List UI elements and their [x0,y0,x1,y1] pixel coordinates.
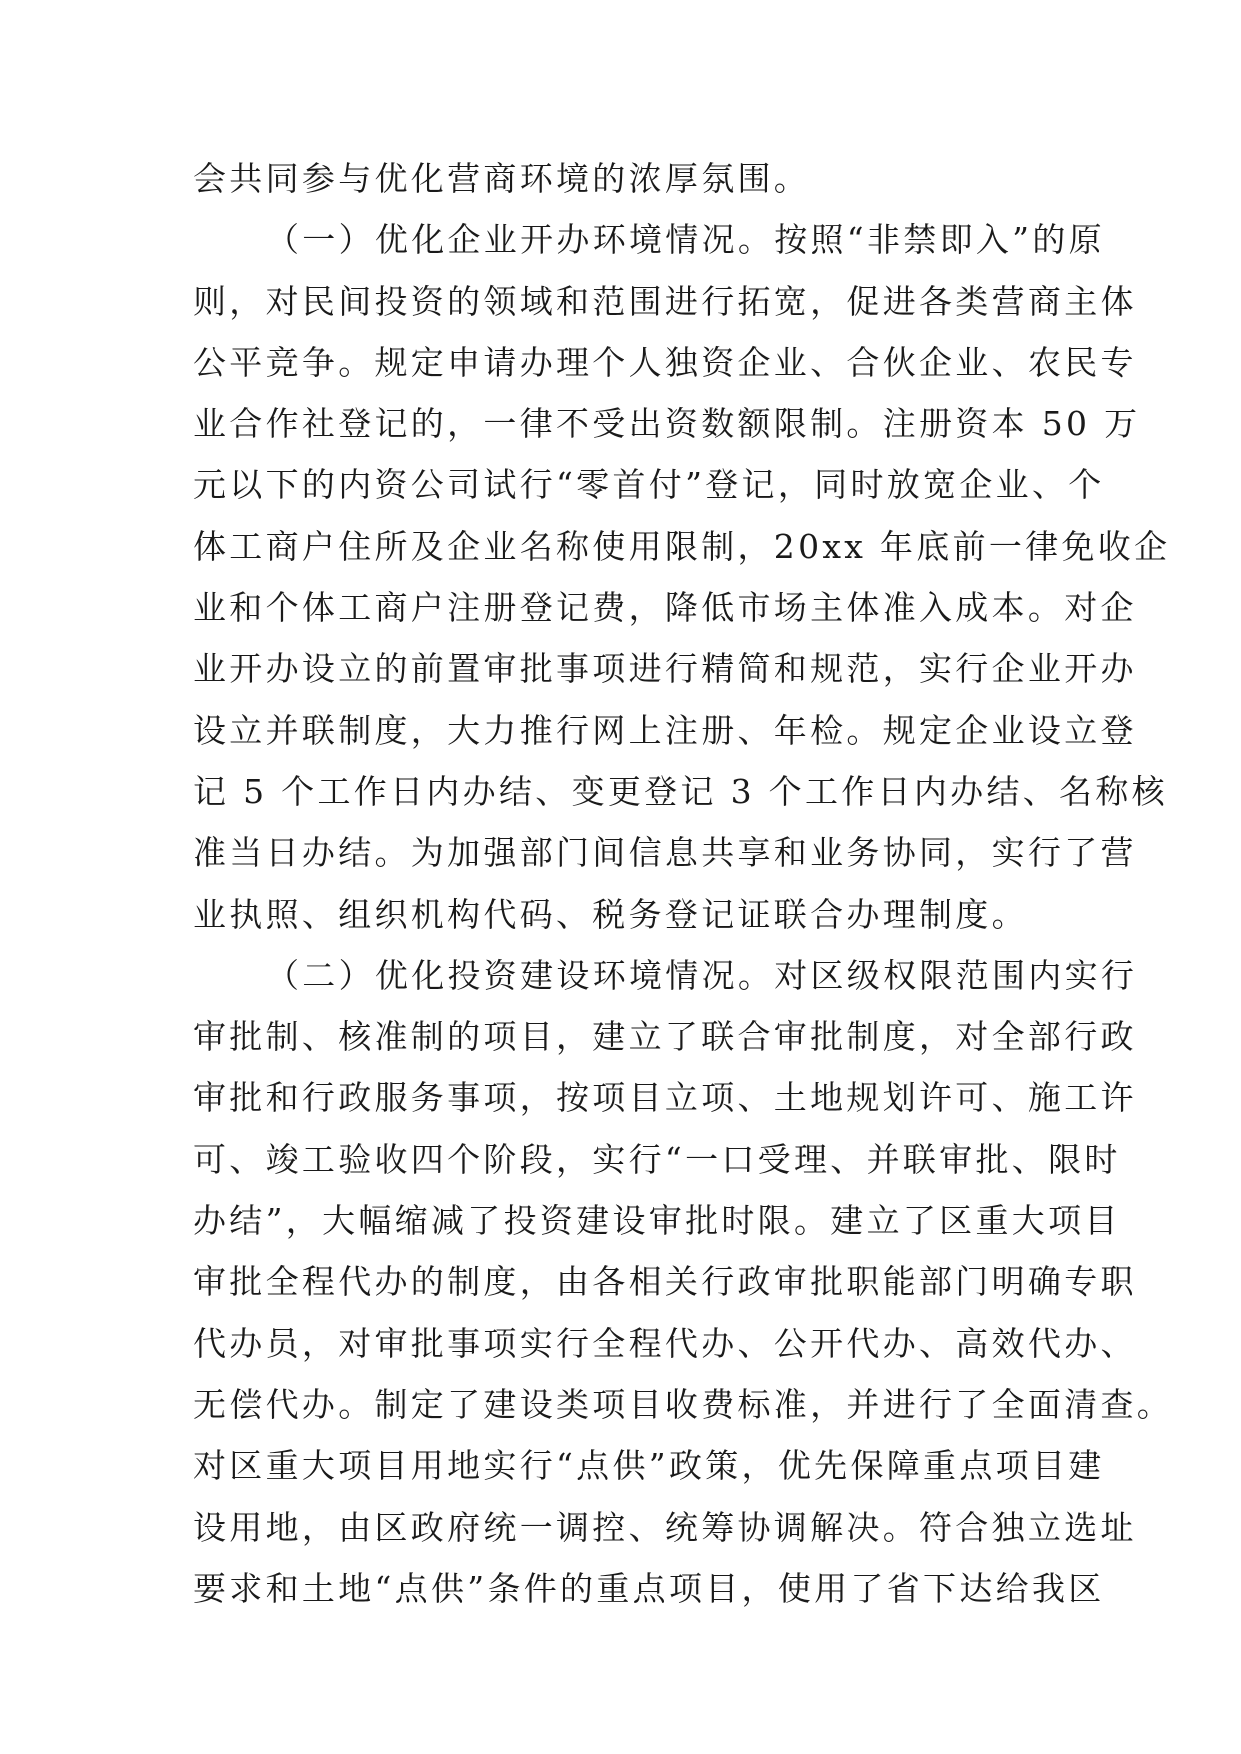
text-line: 审批全程代办的制度，由各相关行政审批职能部门明确专职 [193,1262,1137,1302]
text-line: 业和个体工商户注册登记费，降低市场主体准入成本。对企 [193,588,1137,628]
text-line: 准当日办结。为加强部门间信息共享和业务协同，实行了营 [193,833,1137,873]
text-line: 公平竞争。规定申请办理个人独资企业、合伙企业、农民专 [193,342,1137,382]
text-line: 会共同参与优化营商环境的浓厚氛围。 [193,159,811,198]
text-line: 则，对民间投资的领域和范围进行拓宽，促进各类营商主体 [193,281,1137,321]
text-line: 无偿代办。制定了建设类项目收费标准，并进行了全面清查。 [193,1384,1174,1424]
text-line: 可、竣工验收四个阶段，实行“一口受理、并联审批、限时 [193,1139,1121,1179]
text-line: 业合作社登记的，一律不受出资数额限制。注册资本 50 万 [193,404,1141,444]
text-line: 业执照、组织机构代码、税务登记证联合办理制度。 [193,894,1028,934]
text-line: 对区重大项目用地实行“点供”政策，优先保障重点项目建 [193,1446,1105,1486]
text-line: 要求和土地“点供”条件的重点项目，使用了省下达给我区 [193,1568,1105,1608]
text-line: 办结”，大幅缩减了投资建设审批时限。建立了区重大项目 [193,1201,1121,1241]
text-line: 审批和行政服务事项，按项目立项、土地规划许可、施工许 [193,1078,1137,1118]
document-body [193,148,1174,1619]
text-line: 体工商户住所及企业名称使用限制，20xx 年底前一律免收企 [193,526,1171,566]
text-line: 代办员，对审批事项实行全程代办、公开代办、高效代办、 [193,1323,1137,1363]
section-heading-line: （二）优化投资建设环境情况。对区级权限范围内实行 [266,955,1138,995]
text-line: 元以下的内资公司试行“零首付”登记，同时放宽企业、个 [193,465,1105,505]
text-line: 设立并联制度，大力推行网上注册、年检。规定企业设立登 [193,710,1137,750]
text-line: 设用地，由区政府统一调控、统筹协调解决。符合独立选址 [193,1507,1137,1547]
text-line: 业开办设立的前置审批事项进行精简和规范，实行企业开办 [193,649,1137,689]
text-line: 审批制、核准制的项目，建立了联合审批制度，对全部行政 [193,1017,1137,1057]
section-heading-line: （一）优化企业开办环境情况。按照“非禁即入”的原 [266,220,1105,260]
text-line: 记 5 个工作日内办结、变更登记 3 个工作日内办结、名称核 [193,771,1168,811]
